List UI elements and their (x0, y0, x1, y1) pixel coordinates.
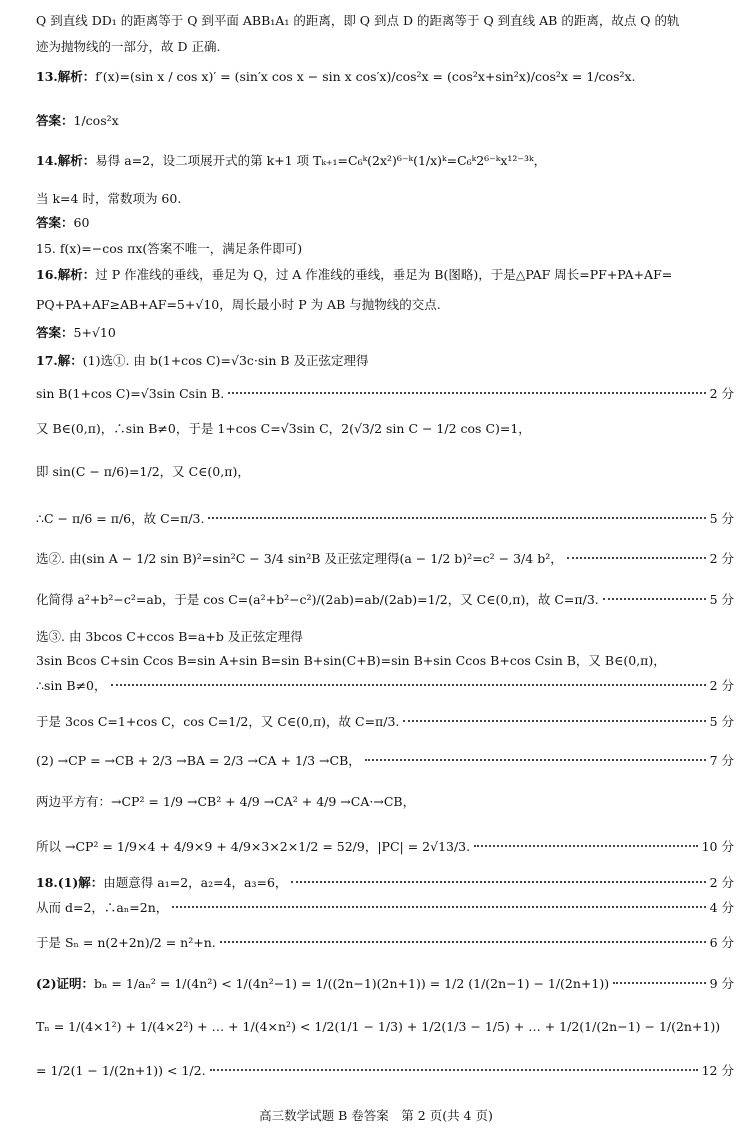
answer-line (36, 752, 734, 770)
line-text: bₙ = 1/aₙ² = 1/(4n²) < 1/(4n²−1) = 1/((2n−1)(2n+1)) = 1/2 (1/(2n−1) − 1/(2n+1)) (94, 976, 610, 991)
line-text: 3sin Bcos C+sin Ccos B=sin A+sin B=sin B+sin(C+B)=sin B+sin Ccos B+cos Csin B，又 B∈(0,π)， (36, 653, 666, 668)
line-text: 15. f(x)=−cos πx(答案不唯一，满足条件即可) (36, 241, 303, 256)
score-mark: 10 分 (701, 839, 734, 854)
answer-line (36, 38, 734, 56)
answer-line (36, 793, 734, 811)
dot-leader (228, 392, 705, 394)
score-mark: 6 分 (709, 935, 734, 950)
score-mark: 5 分 (709, 714, 734, 729)
line-text: sin B(1+cos C)=√3sin Csin B. (36, 386, 225, 401)
line-text: Tₙ = 1/(4×1²) + 1/(4×2²) + … + 1/(4×n²) < 1/2(1/1 − 1/3) + 1/2(1/3 − 1/5) + … + 1/2(1/(2n−1) − 1/(2n+1)) (36, 1019, 721, 1034)
answer-line (36, 266, 734, 284)
score-mark: 7 分 (709, 753, 734, 768)
line-text: 1/cos²x (73, 113, 119, 128)
answer-line (36, 677, 734, 695)
answer-line (36, 899, 734, 917)
score-mark: 2 分 (709, 678, 734, 693)
answer-line (36, 352, 734, 370)
answer-line (36, 1062, 734, 1080)
line-text: 于是 3cos C=1+cos C，cos C=1/2，又 C∈(0,π)，故 C=π/3. (36, 714, 400, 729)
score-mark: 4 分 (709, 900, 734, 915)
score-mark: 5 分 (709, 592, 734, 607)
line-text: (2) →CP = →CB + 2/3 →BA = 2/3 →CA + 1/3 →CB， (36, 753, 361, 768)
line-text: 由题意得 a₁=2，a₂=4，a₃=6， (103, 875, 288, 890)
answer-line (36, 838, 734, 856)
dot-leader (613, 982, 705, 984)
answer-line (36, 628, 734, 646)
answer-line (36, 874, 734, 892)
line-text: 迹为抛物线的一部分，故 D 正确. (36, 39, 221, 54)
dot-leader (474, 845, 697, 847)
answer-line (36, 324, 734, 342)
dot-leader (567, 557, 706, 559)
answer-line (36, 214, 734, 232)
line-text: 两边平方有：→CP² = 1/9 →CB² + 4/9 →CA² + 4/9 →CA·→CB， (36, 794, 416, 809)
score-mark: 12 分 (701, 1063, 734, 1078)
line-label: 答案： (36, 325, 74, 340)
line-text: f′(x)=(sin x / cos x)′ = (sin′x cos x − sin x cos′x)/cos²x = (cos²x+sin²x)/cos²x = 1/cos²x. (95, 69, 636, 84)
answer-line (36, 420, 734, 438)
dot-leader (210, 1069, 698, 1071)
dot-leader (365, 759, 706, 761)
dot-leader (403, 720, 705, 722)
line-text: ∴C − π/6 = π/6，故 C=π/3. (36, 511, 205, 526)
answer-line (36, 296, 734, 314)
answer-line (36, 463, 734, 481)
answer-line (36, 510, 734, 528)
answer-line (36, 975, 734, 993)
line-text: 即 sin(C − π/6)=1/2，又 C∈(0,π)， (36, 464, 250, 479)
line-label: 16.解析： (36, 267, 96, 282)
score-mark: 5 分 (709, 511, 734, 526)
line-text: 60 (73, 215, 90, 230)
line-text: = 1/2(1 − 1/(2n+1)) < 1/2. (36, 1063, 206, 1078)
line-label: (2)证明： (36, 976, 95, 991)
answer-line (36, 934, 734, 952)
score-mark: 2 分 (709, 875, 734, 890)
line-text: ∴sin B≠0， (36, 678, 107, 693)
answer-line (36, 68, 734, 86)
line-text: Q 到直线 DD₁ 的距离等于 Q 到平面 ABB₁A₁ 的距离，即 Q 到点 D 的距离等于 Q 到直线 AB 的距离，故点 Q 的轨 (36, 13, 680, 28)
line-text: 又 B∈(0,π)，∴sin B≠0，于是 1+cos C=√3sin C，2(√3/2 sin C − 1/2 cos C)=1， (36, 421, 531, 436)
line-label: 18.(1)解： (36, 875, 104, 890)
score-mark: 2 分 (709, 386, 734, 401)
dot-leader (291, 881, 705, 883)
score-mark: 2 分 (709, 551, 734, 566)
answer-line (36, 713, 734, 731)
page-footer: 高三数学试题 B 卷答案 第 2 页(共 4 页) (259, 1108, 493, 1123)
line-text: 易得 a=2，设二项展开式的第 k+1 项 Tₖ₊₁=C₆ᵏ(2x²)⁶⁻ᵏ(1/x)ᵏ=C₆ᵏ2⁶⁻ᵏx¹²⁻³ᵏ， (95, 153, 547, 168)
dot-leader (208, 517, 705, 519)
line-label: 14.解析： (36, 153, 96, 168)
answer-line (36, 240, 734, 258)
line-text: 过 P 作准线的垂线，垂足为 Q，过 A 作准线的垂线，垂足为 B(图略)，于是△PAF 周长=PF+PA+AF= (95, 267, 673, 282)
line-text: 于是 Sₙ = n(2+2n)/2 = n²+n. (36, 935, 216, 950)
answer-line (36, 385, 734, 403)
dot-leader (172, 906, 705, 908)
line-label: 13.解析： (36, 69, 96, 84)
score-mark: 9 分 (709, 976, 734, 991)
dot-leader (220, 941, 706, 943)
answer-line (36, 190, 734, 208)
dot-leader (603, 598, 706, 600)
line-text: 当 k=4 时，常数项为 60. (36, 191, 182, 206)
line-text: 所以 →CP² = 1/9×4 + 4/9×9 + 4/9×3×2×1/2 = 52/9，|PC| = 2√13/3. (36, 839, 471, 854)
line-text: 5+√10 (73, 325, 116, 340)
answer-line (36, 1018, 734, 1036)
answer-line (36, 112, 734, 130)
line-text: 选②. 由(sin A − 1/2 sin B)²=sin²C − 3/4 sin²B 及正弦定理得(a − 1/2 b)²=c² − 3/4 b²， (36, 551, 563, 566)
answer-line (36, 12, 734, 30)
line-text: (1)选①. 由 b(1+cos C)=√3c·sin B 及正弦定理得 (82, 353, 369, 368)
line-text: PQ+PA+AF≥AB+AF=5+√10，周长最小时 P 为 AB 与抛物线的交点. (36, 297, 441, 312)
line-label: 17.解： (36, 353, 83, 368)
line-text: 从而 d=2，∴aₙ=2n， (36, 900, 169, 915)
dot-leader (111, 684, 706, 686)
answer-line (36, 652, 734, 670)
line-label: 答案： (36, 113, 74, 128)
answer-line (36, 591, 734, 609)
line-text: 选③. 由 3bcos C+ccos B=a+b 及正弦定理得 (36, 629, 303, 644)
line-text: 化简得 a²+b²−c²=ab，于是 cos C=(a²+b²−c²)/(2ab)=ab/(2ab)=1/2，又 C∈(0,π)，故 C=π/3. (36, 592, 599, 607)
answer-line (36, 550, 734, 568)
line-label: 答案： (36, 215, 74, 230)
answer-line (36, 152, 734, 170)
